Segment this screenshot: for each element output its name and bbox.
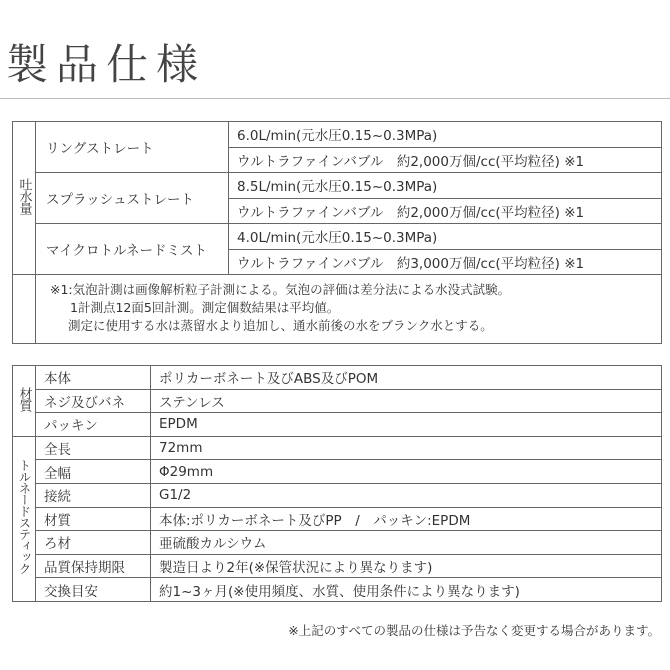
table-row — [13, 366, 662, 390]
flow-value: 4.0L/min(元水圧0.15~0.3MPa) — [229, 224, 662, 250]
spec-value: 本体:ポリカーボネート及びPP / パッキン:EPDM — [151, 507, 662, 531]
spec-label: 品質保持期限 — [36, 554, 151, 578]
bubble-value: ウルトラファインバブル 約2,000万個/cc(平均粒径) ※1 — [229, 147, 662, 173]
material-category-label: 材質 — [16, 386, 32, 411]
table-row — [13, 122, 662, 148]
spec-label: 接続 — [36, 483, 151, 507]
flow-category-label: 吐水量 — [16, 178, 32, 214]
table-row — [13, 554, 662, 578]
spec-label: ネジ及びバネ — [36, 389, 151, 413]
table-row — [13, 578, 662, 602]
spec-value: Φ29mm — [151, 460, 662, 484]
spec-label: 材質 — [36, 507, 151, 531]
spec-label: 本体 — [36, 366, 151, 390]
stick-category-cell — [13, 436, 36, 601]
spec-label: 交換目安 — [36, 578, 151, 602]
stick-category-label: トルネードスティック — [17, 459, 32, 575]
product-name: リングストレート — [36, 122, 229, 173]
material-category-cell — [13, 366, 36, 437]
flow-rate-table — [12, 121, 662, 344]
product-name: スプラッシュストレート — [36, 173, 229, 224]
spec-label: ろ材 — [36, 531, 151, 555]
spec-value: ステンレス — [151, 389, 662, 413]
note-line: 測定に使用する水は蒸留水より追加し、通水前後の水をブランク水とする。 — [68, 318, 493, 333]
spec-label: パッキン — [36, 413, 151, 437]
spec-value: EPDM — [151, 413, 662, 437]
flow-value: 8.5L/min(元水圧0.15~0.3MPa) — [229, 173, 662, 199]
table-row — [13, 507, 662, 531]
note-line: 1計測点12面5回計測。測定個数結果は平均値。 — [70, 300, 340, 315]
table-row — [13, 173, 662, 199]
spec-value: ポリカーボネート及びABS及びPOM — [151, 366, 662, 390]
table-row — [13, 531, 662, 555]
spec-value: 約1~3ヶ月(※使用頻度、水質、使用条件により異なります) — [151, 578, 662, 602]
note-line: ※1:気泡計測は画像解析粒子計測による。気泡の評価は差分法による水没式試験。 — [50, 282, 511, 297]
flow-value: 6.0L/min(元水圧0.15~0.3MPa) — [229, 122, 662, 148]
disclaimer-note: ※上記のすべての製品の仕様は予告なく変更する場合があります。 — [288, 623, 660, 638]
product-name: マイクロトルネードミスト — [36, 224, 229, 275]
table-row — [13, 275, 662, 344]
table-row — [13, 460, 662, 484]
table-row — [13, 389, 662, 413]
table-row — [13, 224, 662, 250]
spec-value: 72mm — [151, 436, 662, 460]
spec-label: 全幅 — [36, 460, 151, 484]
measurement-notes — [36, 275, 662, 344]
page-title: 製品仕様 — [6, 40, 207, 89]
spec-value: G1/2 — [151, 483, 662, 507]
spec-label: 全長 — [36, 436, 151, 460]
table-row — [13, 483, 662, 507]
spec-table — [12, 365, 662, 602]
bubble-value: ウルトラファインバブル 約3,000万個/cc(平均粒径) ※1 — [229, 249, 662, 275]
table-row — [13, 413, 662, 437]
note-spacer — [13, 275, 36, 344]
spec-value: 製造日より2年(※保管状況により異なります) — [151, 554, 662, 578]
flow-category-cell — [13, 122, 36, 275]
bubble-value: ウルトラファインバブル 約2,000万個/cc(平均粒径) ※1 — [229, 198, 662, 224]
table-row — [13, 436, 662, 460]
spec-value: 亜硫酸カルシウム — [151, 531, 662, 555]
title-divider — [0, 98, 670, 99]
